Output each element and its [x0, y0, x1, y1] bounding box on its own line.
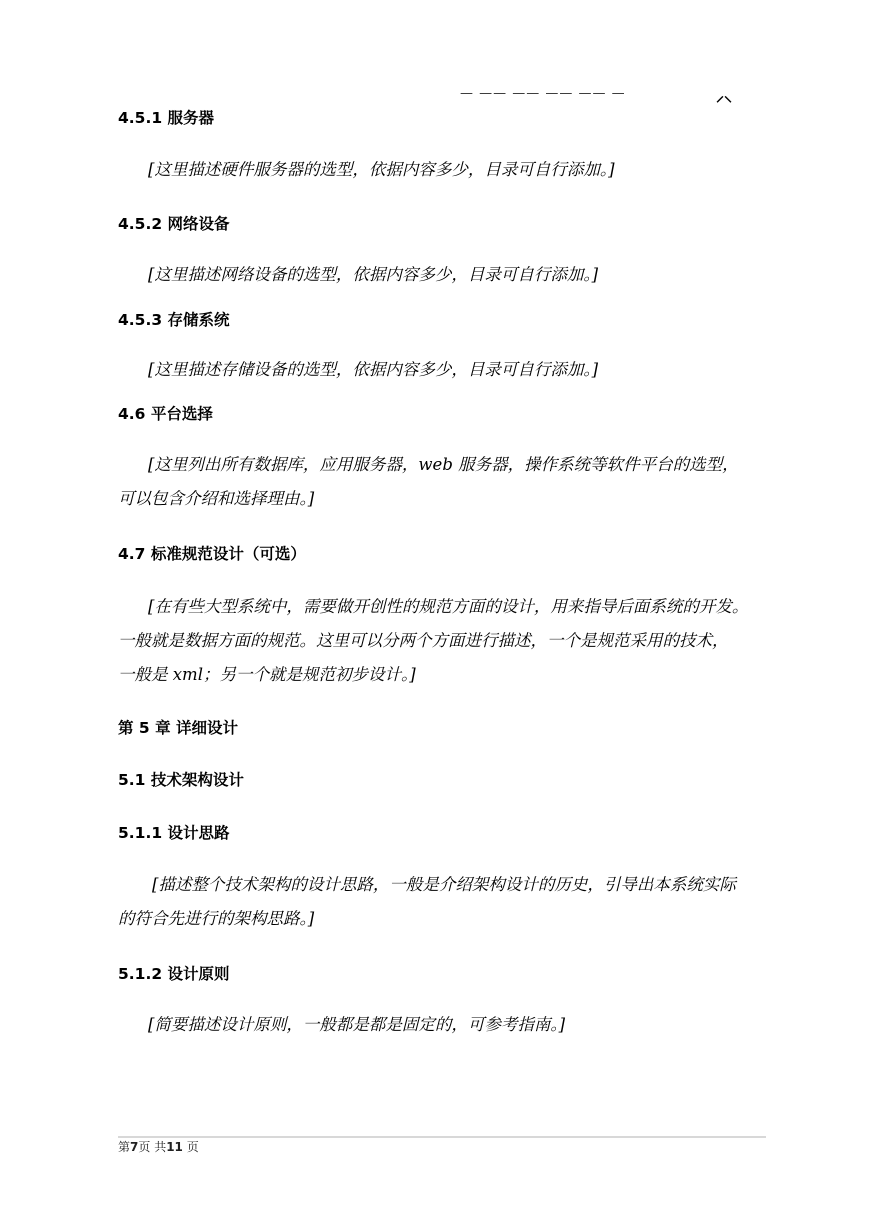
section-heading-4-5-3: 4.5.3 存储系统: [118, 311, 230, 329]
section-heading-4-6: 4.6 平台选择: [118, 405, 213, 423]
chapter-heading-5: 第 5 章 详细设计: [118, 719, 238, 737]
body-line: [这里描述硬件服务器的选型，依据内容多少，目录可自行添加。]: [148, 160, 615, 179]
section-heading-4-5-1: 4.5.1 服务器: [118, 109, 215, 127]
section-heading-5-1-2: 5.1.2 设计原则: [118, 965, 230, 983]
section-body-5-1-2: [118, 1008, 565, 1042]
footer-prefix: 第: [118, 1140, 131, 1154]
section-heading-5-1-1: 5.1.1 设计思路: [118, 824, 230, 842]
section-heading-4-7: 4.7 标准规范设计（可选）: [118, 545, 306, 563]
section-heading-4-5-2: 4.5.2 网络设备: [118, 215, 230, 233]
page-footer: [118, 1138, 199, 1155]
section-body-5-1-1: [118, 868, 736, 936]
section-body-4-5-2: [118, 258, 598, 292]
footer-total-pages: 11: [166, 1140, 183, 1154]
section-body-4-5-1: [118, 153, 615, 187]
body-line: [这里描述存储设备的选型，依据内容多少，目录可自行添加。]: [148, 360, 599, 379]
footer-suffix: 页: [182, 1140, 199, 1154]
footer-middle: 页 共: [138, 1140, 167, 1154]
body-line: [简要描述设计原则，一般都是都是固定的，可参考指南。]: [148, 1015, 566, 1034]
section-body-4-7: [118, 590, 748, 692]
section-body-4-6: [118, 448, 739, 516]
footer-page-number: 7: [130, 1140, 139, 1154]
body-line: [这里描述网络设备的选型，依据内容多少，目录可自行添加。]: [148, 265, 599, 284]
section-heading-5-1: 5.1 技术架构设计: [118, 771, 244, 789]
body-line: [在有些大型系统中，需要做开创性的规范方面的设计，用来指导后面系统的开发。: [148, 597, 749, 616]
header-corner-glyph: ⸝⸜: [716, 86, 733, 105]
body-line: 的符合先进行的架构思路。]: [118, 909, 315, 928]
body-line: 可以包含介绍和选择理由。]: [118, 489, 315, 508]
body-line: [这里列出所有数据库，应用服务器，web 服务器，操作系统等软件平台的选型，: [148, 455, 739, 474]
section-body-4-5-3: [118, 353, 598, 387]
body-line: [描述整个技术架构的设计思路，一般是介绍架构设计的历史，引导出本系统实际: [152, 875, 736, 894]
header-rule-mark: — —— —— —— —— —: [460, 86, 626, 101]
body-line: 一般就是数据方面的规范。这里可以分两个方面进行描述，一个是规范采用的技术，: [118, 631, 729, 650]
body-line: 一般是 xml；另一个就是规范初步设计。]: [118, 665, 416, 684]
footer-divider: [118, 1136, 766, 1138]
